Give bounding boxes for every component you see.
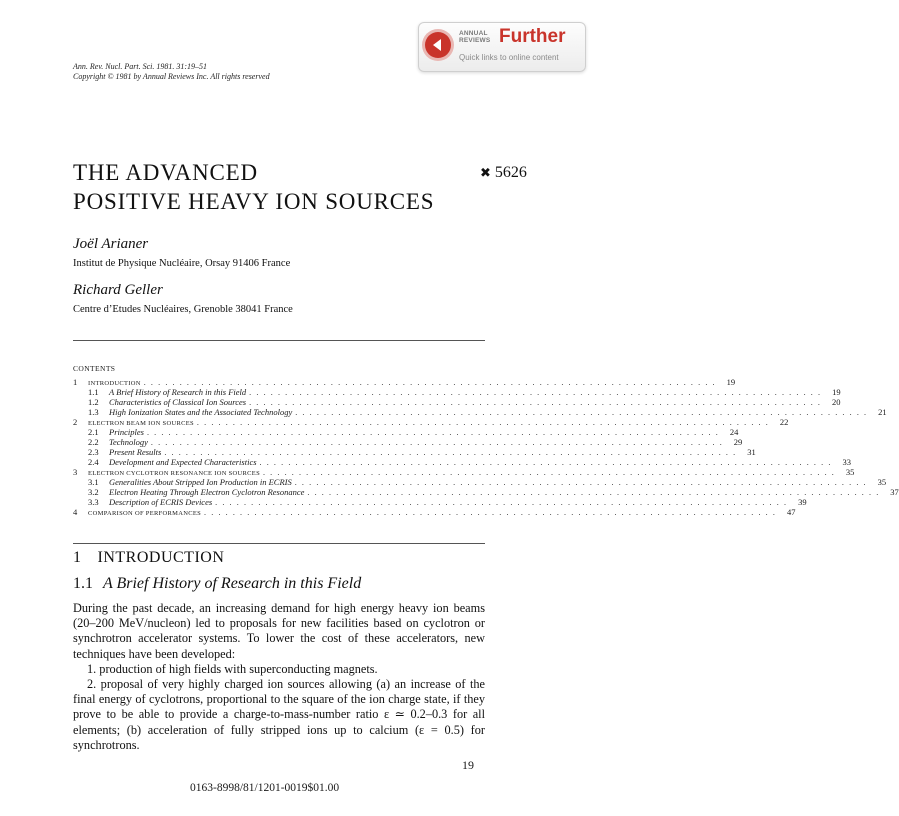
toc-number: 3.1	[88, 477, 99, 487]
toc-number: 2.3	[88, 447, 99, 457]
toc-page-number: 22	[779, 417, 789, 427]
toc-page-number: 19	[832, 387, 841, 397]
toc-leader-dots: . . . . . . . . . . . . . . . . . . . . . . . . . . . . . . . . . . . . . . . . . . . . . . . . . . . . . . . . . . . . . . . . . . . . . . . . . . . . . . . .	[164, 448, 737, 457]
toc-subsection-row[interactable]	[73, 477, 887, 487]
toc-leader-dots: . . . . . . . . . . . . . . . . . . . . . . . . . . . . . . . . . . . . . . . . . . . . . . . . . . . . . . . . . . . . . . . . . . . . . . . . . . . . . . . .	[204, 508, 777, 517]
toc-page-number: 47	[786, 507, 796, 517]
toc-number: 4	[73, 507, 78, 517]
toc-number: 3.3	[88, 497, 99, 507]
subsection-title: A Brief History of Research in this Field	[103, 575, 362, 592]
toc-leader-dots: . . . . . . . . . . . . . . . . . . . . . . . . . . . . . . . . . . . . . . . . . . . . . . . . . . . . . . . . . . . . . . . . . . . . . . . . . . . . . . . .	[150, 438, 724, 447]
cross-mark-icon: ✖	[480, 166, 491, 181]
toc-subsection-row[interactable]	[73, 447, 756, 457]
further-label: Further	[499, 26, 566, 47]
toc-page-number: 37	[890, 487, 899, 497]
stamp-number-text: 5626	[494, 164, 527, 181]
toc-leader-dots: . . . . . . . . . . . . . . . . . . . . . . . . . . . . . . . . . . . . . . . . . . . . . . . . . . . . . . . . . . . . . . . . . . . . . . . . . . . . . . . .	[262, 468, 836, 477]
toc-title: ELECTRON BEAM ION SOURCES	[88, 420, 194, 427]
toc-page-number: 24	[729, 427, 739, 437]
toc-title: COMPARISON OF PERFORMANCES	[88, 510, 202, 517]
toc-title: High Ionization States and the Associated Technology	[109, 407, 293, 417]
article-title	[73, 158, 434, 216]
journal-citation-line: Ann. Rev. Nucl. Part. Sci. 1981. 31:19–51	[73, 62, 208, 71]
toc-number: 2.2	[88, 437, 99, 447]
list-item: 1. production of high fields with superconducting magnets.	[87, 661, 378, 676]
toc-subsection-row[interactable]	[73, 427, 739, 437]
stamp-number	[480, 164, 527, 182]
toc-title: Principles	[109, 427, 144, 437]
copyright-line: Copyright © 1981 by Annual Reviews Inc. All rights reserved	[73, 72, 270, 81]
divider	[73, 543, 485, 544]
toc-number: 2.4	[88, 457, 99, 467]
toc-leader-dots: . . . . . . . . . . . . . . . . . . . . . . . . . . . . . . . . . . . . . . . . . . . . . . . . . . . . . . . . . . . . . . . . . . . . . . . . . . . . . . . .	[215, 498, 788, 507]
toc-leader-dots: . . . . . . . . . . . . . . . . . . . . . . . . . . . . . . . . . . . . . . . . . . . . . . . . . . . . . . . . . . . . . . . . . . . . . . . . . . . . . . . .	[196, 418, 770, 427]
toc-subsection-row[interactable]	[73, 487, 899, 497]
paragraph: During the past decade, an increasing demand for high energy heavy ion beams (20–200 MeV/nucleon) led to proposals for new facilities based on cyclotron or synchrotron accelerator systems. To lower the cost of these accelerators, new techniques have been developed:	[73, 601, 485, 661]
toc-title: Present Results	[109, 447, 162, 457]
toc-title: Generalities About Stripped Ion Production in ECRIS	[109, 477, 292, 487]
subsection-number: 1.1	[73, 575, 93, 592]
article-title-line: THE ADVANCED	[73, 160, 258, 185]
toc-section-row[interactable]	[73, 467, 855, 477]
contents-heading: CONTENTS	[73, 364, 116, 373]
toc-page-number: 31	[747, 447, 756, 457]
toc-number: 1.2	[88, 397, 99, 407]
divider	[73, 340, 485, 341]
section-title: INTRODUCTION	[97, 549, 225, 566]
toc-title: ELECTRON CYCLOTRON RESONANCE ION SOURCES	[88, 470, 260, 477]
list-item: 2. proposal of very highly charged ion sources allowing (a) an increase of the final energy of cyclotrons, proportional to the square of the ion charge state, if they prove to be able to provide a charge-to-mass-number ratio ε ≃ 0.2–0.3 for all elements; (b) acceleration of fully stripped ions up to calcium (ε = 0.5) for synchrotrons.	[73, 677, 485, 752]
annual-reviews-further-badge[interactable]	[418, 22, 586, 72]
toc-leader-dots: . . . . . . . . . . . . . . . . . . . . . . . . . . . . . . . . . . . . . . . . . . . . . . . . . . . . . . . . . . . . . . . . . . . . . . . . . . . . . . . .	[259, 458, 832, 467]
toc-subsection-row[interactable]	[73, 457, 851, 467]
toc-title: Description of ECRIS Devices	[109, 497, 213, 507]
toc-title: Technology	[109, 437, 148, 447]
toc-page-number: 19	[726, 377, 736, 387]
toc-number: 1	[73, 377, 78, 387]
toc-page-number: 35	[877, 477, 887, 487]
section-heading	[73, 549, 224, 567]
toc-leader-dots: . . . . . . . . . . . . . . . . . . . . . . . . . . . . . . . . . . . . . . . . . . . . . . . . . . . . . . . . . . . . . . . . . . . . . . . . . . . . . . . .	[249, 398, 822, 407]
body-text	[73, 601, 485, 753]
toc-subsection-row[interactable]	[73, 407, 887, 417]
toc-page-number: 33	[842, 457, 851, 467]
toc-leader-dots: . . . . . . . . . . . . . . . . . . . . . . . . . . . . . . . . . . . . . . . . . . . . . . . . . . . . . . . . . . . . . . . . . . . . . . . . . . . . . . . .	[294, 478, 868, 487]
toc-number: 1.3	[88, 407, 99, 417]
toc-number: 3	[73, 467, 78, 477]
toc-number: 1.1	[88, 387, 99, 397]
toc-page-number: 21	[878, 407, 887, 417]
author-affiliation: Centre d’Etudes Nucléaires, Grenoble 38041 France	[73, 304, 293, 315]
toc-number: 3.2	[88, 487, 99, 497]
toc-number: 2	[73, 417, 78, 427]
toc-number: 2.1	[88, 427, 99, 437]
table-of-contents	[73, 377, 899, 517]
toc-section-row[interactable]	[73, 507, 796, 517]
toc-section-row[interactable]	[73, 377, 736, 387]
toc-subsection-row[interactable]	[73, 497, 807, 507]
toc-leader-dots: . . . . . . . . . . . . . . . . . . . . . . . . . . . . . . . . . . . . . . . . . . . . . . . . . . . . . . . . . . . . . . . . . . . . . . . . . . . . . . . .	[249, 388, 822, 397]
author-name: Richard Geller	[73, 282, 163, 298]
page-number: 19	[462, 758, 474, 772]
section-number: 1	[73, 549, 82, 566]
toc-title: Electron Heating Through Electron Cyclotron Resonance	[109, 487, 305, 497]
toc-title: Development and Expected Characteristics	[109, 457, 257, 467]
annual-reviews-wordmark: ANNUAL REVIEWS	[459, 30, 491, 44]
toc-leader-dots: . . . . . . . . . . . . . . . . . . . . . . . . . . . . . . . . . . . . . . . . . . . . . . . . . . . . . . . . . . . . . . . . . . . . . . . . . . . . . . . .	[307, 488, 880, 497]
toc-title: INTRODUCTION	[88, 380, 141, 387]
toc-leader-dots: . . . . . . . . . . . . . . . . . . . . . . . . . . . . . . . . . . . . . . . . . . . . . . . . . . . . . . . . . . . . . . . . . . . . . . . . . . . . . . . .	[146, 428, 720, 437]
toc-subsection-row[interactable]	[73, 387, 841, 397]
footer-code: 0163-8998/81/1201-0019$01.00	[190, 782, 340, 794]
toc-page-number: 29	[733, 437, 743, 447]
author-name: Joël Arianer	[73, 236, 149, 252]
toc-leader-dots: . . . . . . . . . . . . . . . . . . . . . . . . . . . . . . . . . . . . . . . . . . . . . . . . . . . . . . . . . . . . . . . . . . . . . . . . . . . . . . . .	[143, 378, 717, 387]
toc-subsection-row[interactable]	[73, 437, 743, 447]
further-subtitle: Quick links to online content	[459, 53, 559, 62]
journal-citation	[73, 62, 270, 82]
toc-title: Characteristics of Classical Ion Sources	[109, 397, 247, 407]
toc-subsection-row[interactable]	[73, 397, 841, 407]
toc-section-row[interactable]	[73, 417, 789, 427]
article-title-line: POSITIVE HEAVY ION SOURCES	[73, 189, 435, 214]
toc-page-number: 20	[832, 397, 841, 407]
toc-title: A Brief History of Research in this Field	[109, 387, 247, 397]
toc-page-number: 39	[798, 497, 807, 507]
toc-page-number: 35	[845, 467, 855, 477]
author-affiliation: Institut de Physique Nucléaire, Orsay 91406 France	[73, 258, 291, 269]
toc-leader-dots: . . . . . . . . . . . . . . . . . . . . . . . . . . . . . . . . . . . . . . . . . . . . . . . . . . . . . . . . . . . . . . . . . . . . . . . . . . . . . . . .	[295, 408, 868, 417]
subsection-heading	[73, 575, 361, 593]
annual-reviews-logo-icon	[425, 32, 451, 58]
